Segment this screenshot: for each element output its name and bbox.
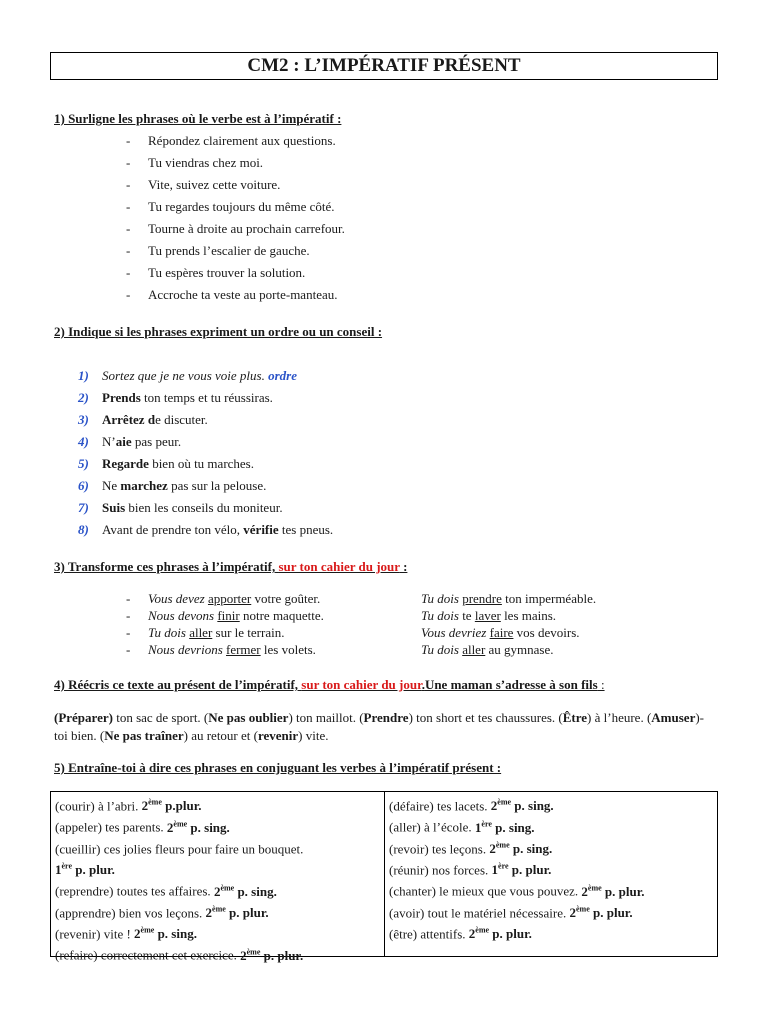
table-divider <box>384 792 385 956</box>
table-row: 1ère p. plur. <box>55 861 115 878</box>
table-row: (reprendre) toutes tes affaires. 2ème p. sing. <box>55 883 277 899</box>
transform-item: Tu dois aller au gymnase. <box>421 642 554 657</box>
table-row: (aller) à l’école. 1ère p. sing. <box>389 819 535 835</box>
item-number: 8) <box>78 522 89 537</box>
list-item: Tu prends l’escalier de gauche. <box>148 243 310 258</box>
list-item: Vite, suivez cette voiture. <box>148 177 281 192</box>
transform-item: Nous devrions fermer les volets. <box>148 642 316 657</box>
section4-text: (Préparer) ton sac de sport. (Ne pas oublier) ton maillot. (Prendre) ton short et tes chaussures. (Être) à l’heure. (Amuser)- toi bien. (Ne pas traîner) au retour et (revenir) vite. <box>54 710 705 743</box>
list-dash: - <box>126 177 131 192</box>
transform-item: Tu dois te laver les mains. <box>421 608 557 623</box>
section2-item-6: Ne marchez pas sur la pelouse. <box>102 478 267 493</box>
section2-heading: 2) Indique si les phrases expriment un ordre ou un conseil : <box>54 324 383 339</box>
section1-heading: 1) Surligne les phrases où le verbe est à l’impératif : <box>54 111 342 126</box>
section5-heading: 5) Entraîne-toi à dire ces phrases en conjuguant les verbes à l’impératif présent : <box>54 760 502 775</box>
table-row: (appeler) tes parents. 2ème p. sing. <box>55 819 230 835</box>
table-row: (défaire) tes lacets. 2ème p. sing. <box>389 798 554 814</box>
item-number: 7) <box>78 500 89 515</box>
table-right-column <box>389 794 645 943</box>
section2-item-3: Arrêtez de discuter. <box>102 412 208 427</box>
item-number: 4) <box>78 434 89 449</box>
exercise-table <box>50 791 718 963</box>
table-left-column <box>55 794 303 965</box>
section4-heading: 4) Réécris ce texte au présent de l’impératif, sur ton cahier du jour.Une maman s’adresse à son fils : <box>54 677 605 692</box>
table-row: (refaire) correctement cet exercice. 2ème p. plur. <box>55 947 304 963</box>
list-dash: - <box>126 608 131 623</box>
list-item: Tu regardes toujours du même côté. <box>148 199 335 214</box>
list-dash: - <box>126 199 131 214</box>
list-dash: - <box>126 265 131 280</box>
list-dash: - <box>126 287 131 302</box>
list-item: Accroche ta veste au porte-manteau. <box>148 287 338 302</box>
table-row: (revenir) vite ! 2ème p. sing. <box>55 925 197 942</box>
list-dash: - <box>126 625 131 640</box>
list-dash: - <box>126 642 131 657</box>
item-number: 2) <box>78 390 89 405</box>
page-title: CM2 : L’IMPÉRATIF PRÉSENT <box>50 52 718 80</box>
table-row: (revoir) tes leçons. 2ème p. sing. <box>389 840 553 856</box>
section2-item-4: N’aie pas peur. <box>102 434 182 449</box>
section2-item-2: Prends ton temps et tu réussiras. <box>102 390 273 405</box>
section2-item-1: Sortez que je ne vous voie plus. ordre <box>102 368 297 383</box>
list-dash: - <box>126 243 131 258</box>
table-row: (avoir) tout le matériel nécessaire. 2ème p. plur. <box>389 904 633 920</box>
table-row: (courir) à l’abri. 2ème p.plur. <box>55 798 202 814</box>
item-number: 5) <box>78 456 89 471</box>
transform-item: Vous devez apporter votre goûter. <box>148 591 321 606</box>
transform-item: Vous devriez faire vos devoirs. <box>421 625 580 640</box>
item-number: 1) <box>78 368 89 383</box>
list-dash: - <box>126 155 131 170</box>
table-row: (apprendre) bien vos leçons. 2ème p. plur. <box>55 904 269 920</box>
section2-item-5: Regarde bien où tu marches. <box>102 456 254 471</box>
table-row: (réunir) nos forces. 1ère p. plur. <box>389 861 552 878</box>
list-dash: - <box>126 221 131 236</box>
transform-item: Tu dois prendre ton imperméable. <box>421 591 597 606</box>
section2-item-8: Avant de prendre ton vélo, vérifie tes pneus. <box>102 522 334 537</box>
table-row: (être) attentifs. 2ème p. plur. <box>389 925 532 942</box>
list-item: Tu viendras chez moi. <box>148 155 264 170</box>
section3-heading: 3) Transforme ces phrases à l’impératif, sur ton cahier du jour : <box>54 559 408 574</box>
table-row: (chanter) le mieux que vous pouvez. 2ème p. plur. <box>389 883 645 899</box>
list-dash: - <box>126 133 131 148</box>
list-item: Répondez clairement aux questions. <box>148 133 336 148</box>
transform-item: Tu dois aller sur le terrain. <box>148 625 285 640</box>
transform-item: Nous devons finir notre maquette. <box>148 608 324 623</box>
table-row: (cueillir) ces jolies fleurs pour faire un bouquet. <box>55 840 304 856</box>
item-number: 6) <box>78 478 89 493</box>
list-item: Tourne à droite au prochain carrefour. <box>148 221 345 236</box>
item-number: 3) <box>78 412 89 427</box>
list-item: Tu espères trouver la solution. <box>148 265 306 280</box>
list-dash: - <box>126 591 131 606</box>
section2-item-7: Suis bien les conseils du moniteur. <box>102 500 283 515</box>
